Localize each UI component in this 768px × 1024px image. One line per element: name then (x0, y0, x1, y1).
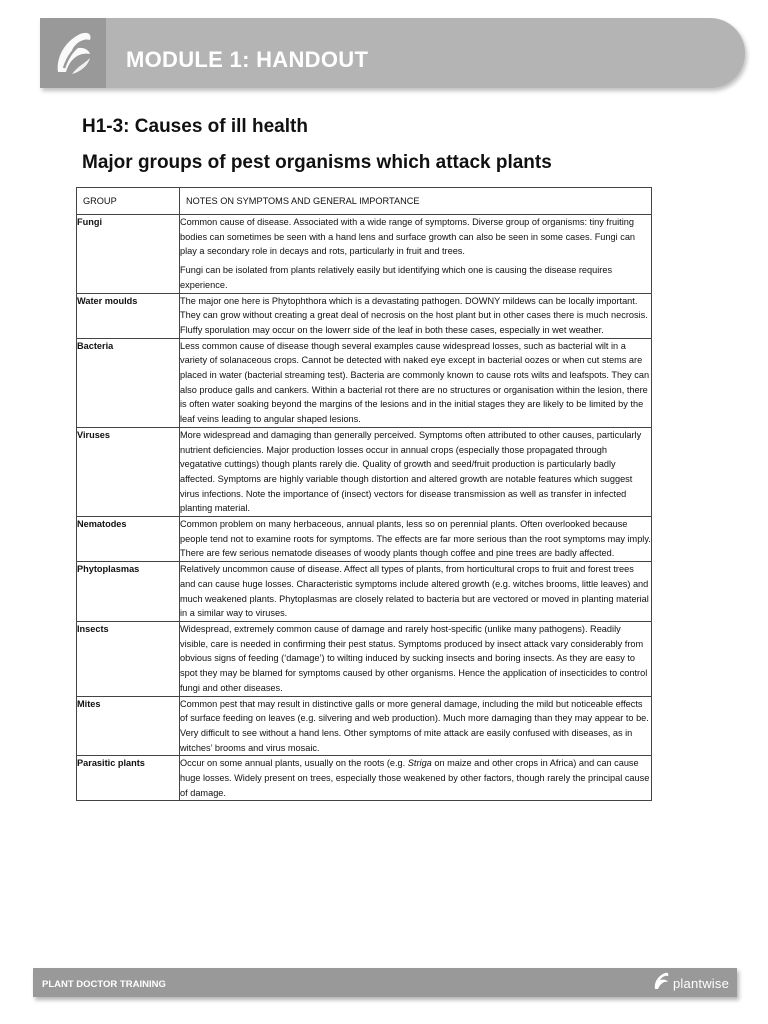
group-notes (180, 621, 652, 696)
table-row (77, 517, 652, 562)
notes-paragraph: Relatively uncommon cause of disease. Affect all types of plants, from horticultural crops to fruit and forest trees and can cause huge losses. Characteristic symptoms include altered growth (e.g. witches brooms, little leaves) and much weakened plants. Phytoplasmas are closely related to bacteria but are vectored or moved in planting material in a similar way to viruses. (180, 564, 649, 619)
group-notes (180, 562, 652, 622)
group-name: Water moulds (77, 293, 180, 338)
section-title: H1-3: Causes of ill health (82, 116, 308, 137)
group-name: Mites (77, 696, 180, 756)
page-subtitle: Major groups of pest organisms which attack plants (82, 152, 552, 173)
footer-label: PLANT DOCTOR TRAINING (42, 979, 166, 990)
group-notes (180, 756, 652, 801)
group-notes (180, 293, 652, 338)
table-row (77, 215, 652, 294)
table-row (77, 293, 652, 338)
module-title: MODULE 1: HANDOUT (126, 47, 369, 72)
group-name: Insects (77, 621, 180, 696)
notes-paragraph: Widespread, extremely common cause of damage and rarely host-specific (unlike many pathogens). Readily visible, care is needed in confirming their pest status. Symptoms produced by insect attack vary considerably from obvious signs of feeding (‘damage’) to wilting induced by sucking insects and boring insects. As they are easy to spot they may be blamed for symptoms caused by other organisms. Hence the application of insecticides to control fungi and other diseases. (180, 623, 648, 693)
table-row (77, 562, 652, 622)
table-header-row (77, 188, 652, 215)
notes-text: on maize and other crops in Africa) and can cause huge losses. Widely present on trees, especially those weakened by other factors, though rarely the principal cause of damage. (180, 758, 650, 798)
table-row (77, 756, 652, 801)
table-row (77, 696, 652, 756)
group-notes (180, 517, 652, 562)
notes-paragraph: Fungi can be isolated from plants relatively easily but identifying which one is causing the disease requires experience. (180, 265, 613, 290)
group-name: Fungi (77, 215, 180, 294)
notes-paragraph: Common pest that may result in distinctive galls or more general damage, including the mild but noticeable effects of surface feeding on leaves (e.g. silvering and web production). Much more damaging than they may appear to be. Very difficult to see without a hand lens. Other symptoms of mite attack are easily confused with diseases, as in witches’ brooms and virus mosaic. (180, 698, 649, 753)
group-name: Phytoplasmas (77, 562, 180, 622)
group-name: Nematodes (77, 517, 180, 562)
header-banner (40, 18, 745, 88)
plantwise-logo-icon (652, 971, 670, 996)
notes-paragraph (180, 756, 651, 800)
column-header-group: GROUP (77, 188, 180, 215)
group-notes (180, 338, 652, 427)
plantwise-brand (652, 971, 729, 995)
group-notes (180, 427, 652, 516)
group-name: Parasitic plants (77, 756, 180, 801)
brand-name: plantwise (673, 975, 729, 991)
table-row (77, 338, 652, 427)
table-row (77, 427, 652, 516)
group-notes (180, 215, 652, 294)
species-name: Striga (407, 758, 432, 769)
group-notes (180, 696, 652, 756)
notes-paragraph: More widespread and damaging than generally perceived. Symptoms often attributed to other causes, particularly nutrient deficiencies. Major production losses occur in annual crops (especially those propagated through vegatative cuttings) though plants rarely die. Quality of growth and seed/fruit production is particularly badly affected. Symptoms are highly variable though distortion and altered growth are notable features which suggest virus infections. Note the importance of (insect) vectors for disease transmission as well as transfer in infected planting material. (180, 429, 642, 514)
notes-paragraph: The major one here is Phytophthora which is a devastating pathogen. DOWNY mildews can be locally important. They can grow without creating a great deal of necrosis on the host plant but in other cases there is much necrosis. Fluffy sporulation may occur on the lowerr side of the leaf in both these cases, especially in wet weather. (180, 295, 648, 335)
column-header-notes: NOTES ON SYMPTOMS AND GENERAL IMPORTANCE (180, 188, 652, 215)
notes-paragraph: Less common cause of disease though several examples cause widespread losses, such as bacterial wilt in a variety of solanaceous crops. Cannot be detected with naked eye except in bacterial oozes or when cut stems are placed in water (bacterial streaming test). Bacteria are commonly known to cause rots wilts and leafspots. They can also produce galls and cankers. Within a bacterial rot there are no structures or organisation within the lesion, there is often water soaking beyond the margins of the lesions and in the initial stages they are likely to be limited by the leaf veins leading to angular shaped lesions. (180, 340, 650, 425)
table-row (77, 621, 652, 696)
leaf-logo-icon (40, 18, 106, 88)
group-name: Bacteria (77, 338, 180, 427)
notes-paragraph: Common cause of disease. Associated with a wide range of symptoms. Diverse group of organisms: tiny fruiting bodies can sometimes be seen with a hand lens and surface growth can also be seen in some cases. Fungi can play a secondary role in decays and rots, particularly in fruit and trees. (180, 217, 636, 257)
footer-bar (33, 968, 737, 997)
notes-paragraph: Common problem on many herbaceous, annual plants, less so on perennial plants. Often overlooked because people tend not to examine roots for symptoms. The effects are far more serious than the root symptoms may imply. There are few serious nematode diseases of woody plants though coffee and pine trees are badly affected. (180, 519, 651, 559)
pest-groups-table (76, 187, 652, 801)
group-name: Viruses (77, 427, 180, 516)
notes-text: Occur on some annual plants, usually on the roots (e.g. (180, 758, 408, 769)
